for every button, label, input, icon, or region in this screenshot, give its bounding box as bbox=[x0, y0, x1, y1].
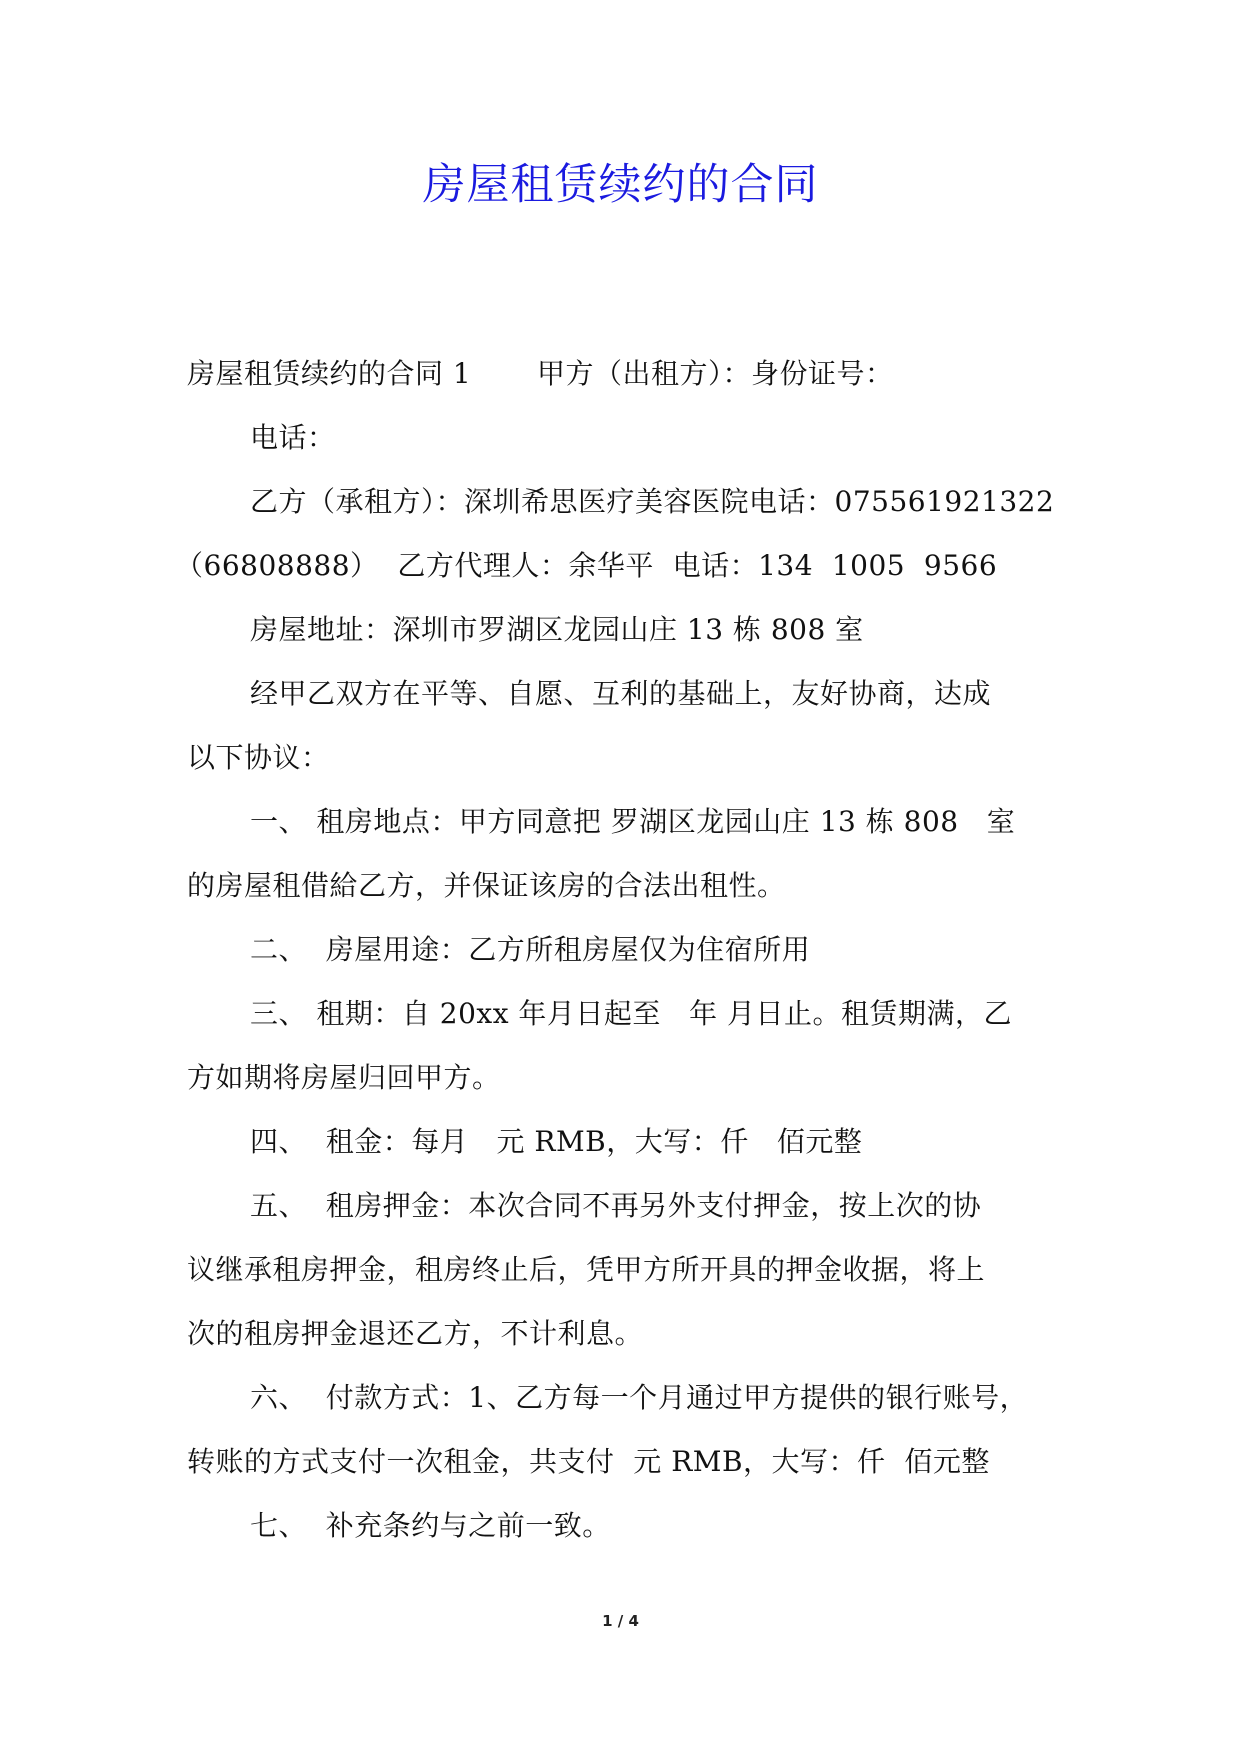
paragraph-line-13: 四、 租金：每月 元 RMB，大写：仟 佰元整 bbox=[250, 1125, 863, 1158]
paragraph-line-9: 的房屋租借給乙方，并保证该房的合法出租性。 bbox=[187, 869, 786, 902]
page-number: 1 / 4 bbox=[602, 1612, 639, 1630]
paragraph-line-8: 一、 租房地点：甲方同意把 罗湖区龙园山庄 13 栋 808 室 bbox=[250, 805, 1016, 838]
paragraph-line-3: 乙方（承租方）：深圳希思医疗美容医院电话：075561921322 bbox=[250, 485, 1055, 518]
document-title: 房屋租赁续约的合同 bbox=[422, 160, 819, 210]
paragraph-line-17: 六、 付款方式：1、乙方每一个月通过甲方提供的银行账号， bbox=[250, 1381, 1029, 1414]
paragraph-line-1: 房屋租赁续约的合同 1 甲方（出租方）：身份证号： bbox=[187, 357, 894, 390]
paragraph-line-2: 电话： bbox=[250, 421, 336, 454]
paragraph-line-11: 三、 租期：自 20xx 年月日起至 年 月日止。租赁期满，乙 bbox=[250, 997, 1013, 1030]
paragraph-line-18: 转账的方式支付一次租金，共支付 元 RMB，大写：仟 佰元整 bbox=[187, 1445, 990, 1478]
paragraph-line-6: 经甲乙双方在平等、自愿、互利的基础上，友好协商，达成 bbox=[250, 677, 992, 710]
paragraph-line-14: 五、 租房押金：本次合同不再另外支付押金，按上次的协 bbox=[250, 1189, 982, 1222]
paragraph-line-7: 以下协议： bbox=[187, 741, 330, 774]
paragraph-line-5: 房屋地址：深圳市罗湖区龙园山庄 13 栋 808 室 bbox=[250, 613, 864, 646]
paragraph-line-15: 议继承租房押金，租房终止后，凭甲方所开具的押金收据，将上 bbox=[187, 1253, 986, 1286]
paragraph-line-19: 七、 补充条约与之前一致。 bbox=[250, 1509, 611, 1542]
paragraph-line-12: 方如期将房屋归回甲方。 bbox=[187, 1061, 501, 1094]
paragraph-line-16: 次的租房押金退还乙方，不计利息。 bbox=[187, 1317, 644, 1350]
paragraph-line-10: 二、 房屋用途：乙方所租房屋仅为住宿所用 bbox=[250, 933, 811, 966]
paragraph-line-4: （66808888） 乙方代理人：余华平 电话：134 1005 9566 bbox=[175, 549, 998, 582]
